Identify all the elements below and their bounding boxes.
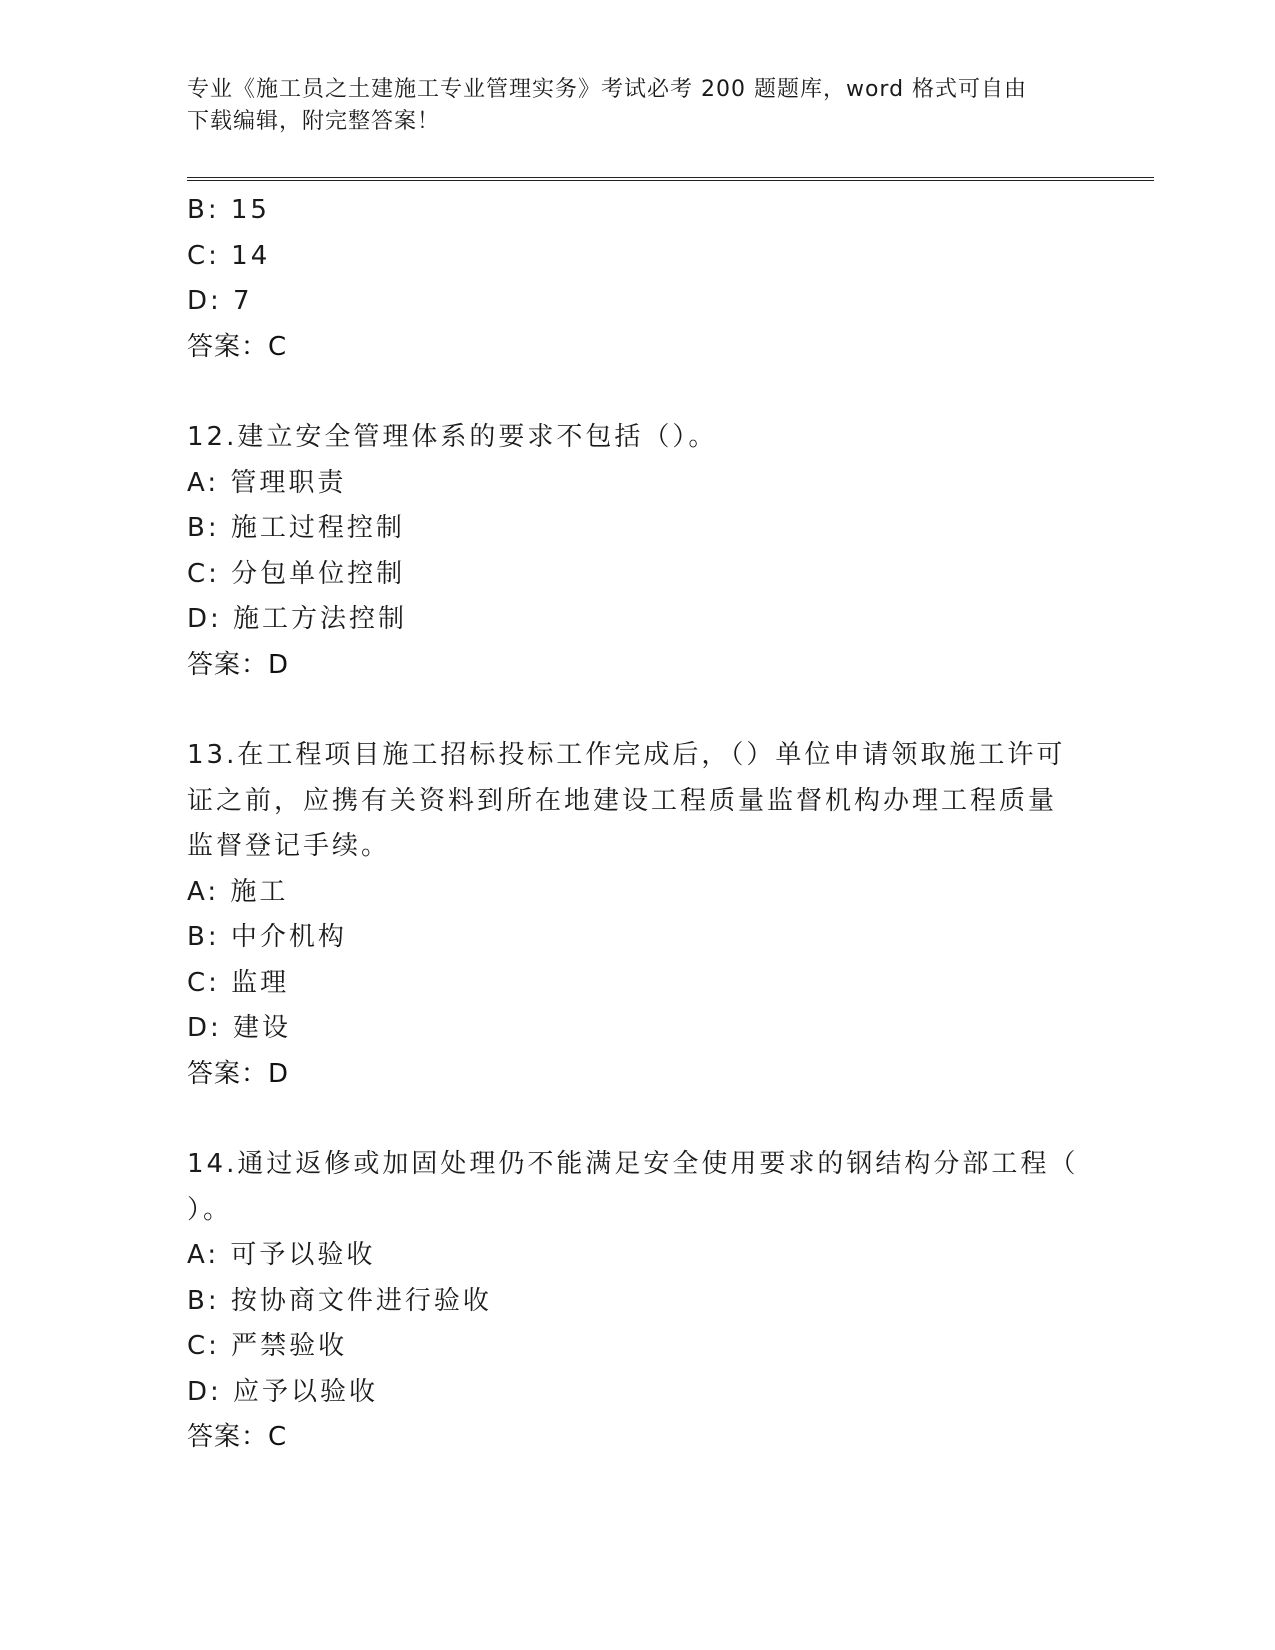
- page-header: [187, 74, 1067, 138]
- question-text: ）。: [187, 1194, 233, 1225]
- option-a: A: 施工: [187, 876, 289, 907]
- answer-line: 答案：D: [187, 1058, 290, 1089]
- option-a: A: 管理职责: [187, 467, 347, 498]
- header-title-line-2: 下载编辑，附完整答案！: [187, 109, 441, 134]
- question-text: 13.在工程项目施工招标投标工作完成后，（）单位申请领取施工许可: [187, 740, 1066, 770]
- spacer: [187, 370, 1087, 415]
- option-b: B: 15: [187, 195, 270, 225]
- option-d: D: 施工方法控制: [187, 604, 408, 634]
- header-title-line-1: 专业《施工员之土建施工专业管理实务》考试必考 200 题题库，word 格式可自由: [187, 77, 1028, 102]
- question-text: 14.通过返修或加固处理仍不能满足安全使用要求的钢结构分部工程（: [187, 1149, 1079, 1179]
- question-13: [187, 733, 1087, 1097]
- option-a: A: 可予以验收: [187, 1240, 376, 1270]
- question-text: 12.建立安全管理体系的要求不包括（）。: [187, 422, 718, 452]
- option-b: B: 按协商文件进行验收: [187, 1285, 492, 1316]
- option-c: C: 监理: [187, 967, 290, 998]
- option-d: D: 建设: [187, 1013, 292, 1043]
- option-b: B: 施工过程控制: [187, 513, 405, 543]
- option-c: C: 分包单位控制: [187, 558, 406, 589]
- option-c: C: 严禁验收: [187, 1331, 348, 1361]
- question-11-continued: [187, 188, 1087, 370]
- option-b: B: 中介机构: [187, 922, 347, 952]
- question-text: 证之前，应携有关资料到所在地建设工程质量监督机构办理工程质量: [187, 785, 1058, 816]
- header-divider: [187, 177, 1154, 181]
- question-12: [187, 415, 1087, 688]
- question-text: 监督登记手续。: [187, 831, 391, 861]
- spacer: [187, 1097, 1087, 1142]
- answer-line: 答案：C: [187, 331, 288, 362]
- option-d: D: 7: [187, 286, 253, 316]
- question-14: [187, 1142, 1087, 1461]
- spacer: [187, 688, 1087, 733]
- question-content: [187, 188, 1087, 1461]
- answer-line: 答案：C: [187, 1422, 288, 1452]
- answer-line: 答案：D: [187, 649, 290, 680]
- option-d: D: 应予以验收: [187, 1376, 379, 1407]
- option-c: C: 14: [187, 240, 271, 271]
